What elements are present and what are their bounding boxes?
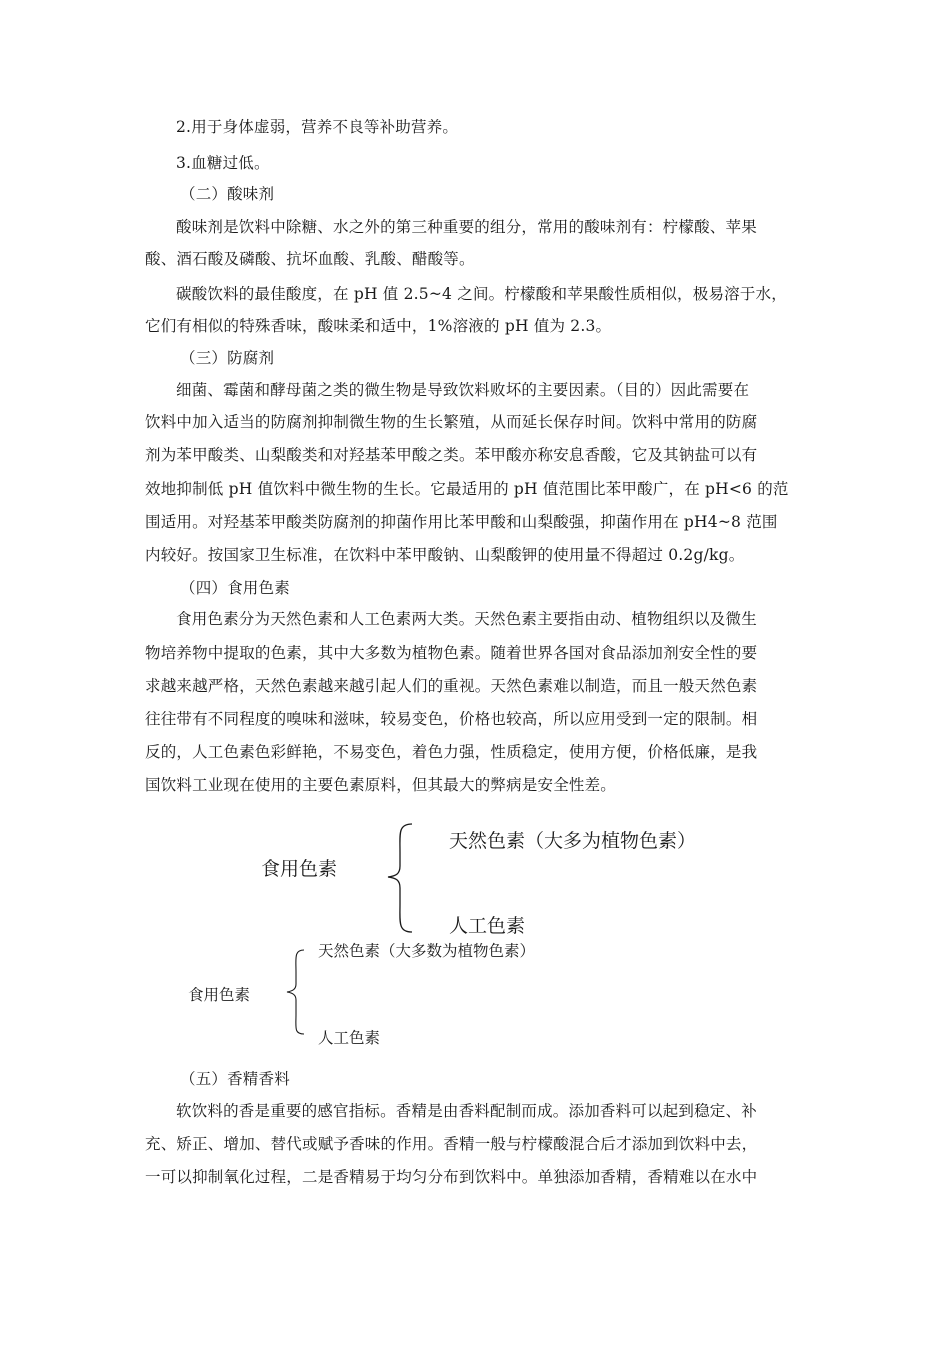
- curly-brace-icon: [284, 948, 308, 1036]
- paragraph-line: 效地抑制低 pH 值饮料中微生物的生长。它最适用的 pH 值范围比苯甲酸广，在 pH<6 的范: [145, 480, 789, 498]
- diagram-root-label: 食用色素: [188, 986, 251, 1004]
- paragraph-line: 碳酸饮料的最佳酸度，在 pH 值 2.5~4 之间。柠檬酸和苹果酸性质相似，极易溶于水，: [176, 285, 787, 303]
- diagram-branch-artificial: 人工色素: [318, 1029, 381, 1047]
- paragraph-line: 一可以抑制氧化过程，二是香精易于均匀分布到饮料中。单独添加香精，香精难以在水中: [145, 1168, 758, 1186]
- paragraph-line: 国饮料工业现在使用的主要色素原料，但其最大的弊病是安全性差。: [145, 776, 617, 794]
- diagram-branch-artificial: 人工色素: [449, 915, 526, 937]
- paragraph-line: 往往带有不同程度的嗅味和滋味，较易变色，价格也较高，所以应用受到一定的限制。相: [145, 710, 758, 728]
- paragraph-line: 饮料中加入适当的防腐剂抑制微生物的生长繁殖，从而延长保存时间。饮料中常用的防腐: [145, 413, 758, 431]
- diagram-root-label: 食用色素: [261, 858, 338, 880]
- paragraph-line: 反的，人工色素色彩鲜艳，不易变色，着色力强，性质稳定，使用方便，价格低廉，是我: [145, 743, 758, 761]
- diagram-branch-natural: 天然色素（大多为植物色素）: [449, 830, 697, 852]
- section-heading-flavor: （五）香精香料: [180, 1070, 290, 1088]
- paragraph-line: 酸、酒石酸及磷酸、抗坏血酸、乳酸、醋酸等。: [145, 250, 475, 268]
- paragraph-line: 酸味剂是饮料中除糖、水之外的第三种重要的组分，常用的酸味剂有：柠檬酸、苹果: [176, 218, 757, 236]
- paragraph-line: 细菌、霉菌和酵母菌之类的微生物是导致饮料败坏的主要因素。（目的）因此需要在: [176, 381, 750, 399]
- diagram-branch-natural: 天然色素（大多数为植物色素）: [318, 942, 536, 960]
- list-item-3: 3.血糖过低。: [176, 154, 270, 172]
- paragraph-line: 围适用。对羟基苯甲酸类防腐剂的抑菌作用比苯甲酸和山梨酸强，抑菌作用在 pH4~8 范围: [145, 513, 778, 531]
- paragraph-line: 充、矫正、增加、替代或赋予香味的作用。香精一般与柠檬酸混合后才添加到饮料中去，: [145, 1135, 758, 1153]
- paragraph-line: 物培养物中提取的色素，其中大多数为植物色素。随着世界各国对食品添加剂安全性的要: [145, 644, 758, 662]
- paragraph-line: 它们有相似的特殊香味，酸味柔和适中，1%溶液的 pH 值为 2.3。: [145, 317, 612, 335]
- paragraph-line: 内较好。按国家卫生标准，在饮料中苯甲酸钠、山梨酸钾的使用量不得超过 0.2g/kg。: [145, 546, 745, 564]
- list-item-2: 2.用于身体虚弱，营养不良等补助营养。: [176, 118, 459, 136]
- section-heading-acidulant: （二）酸味剂: [180, 185, 275, 203]
- section-heading-preservative: （三）防腐剂: [180, 349, 275, 367]
- paragraph-line: 求越来越严格，天然色素越来越引起人们的重视。天然色素难以制造，而且一般天然色素: [145, 677, 758, 695]
- paragraph-line: 剂为苯甲酸类、山梨酸类和对羟基苯甲酸之类。苯甲酸亦称安息香酸，它及其钠盐可以有: [145, 446, 758, 464]
- paragraph-line: 软饮料的香是重要的感官指标。香精是由香料配制而成。添加香料可以起到稳定、补: [176, 1102, 757, 1120]
- curly-brace-icon: [384, 822, 416, 934]
- section-heading-food-coloring: （四）食用色素: [180, 579, 290, 597]
- paragraph-line: 食用色素分为天然色素和人工色素两大类。天然色素主要指由动、植物组织以及微生: [176, 610, 757, 628]
